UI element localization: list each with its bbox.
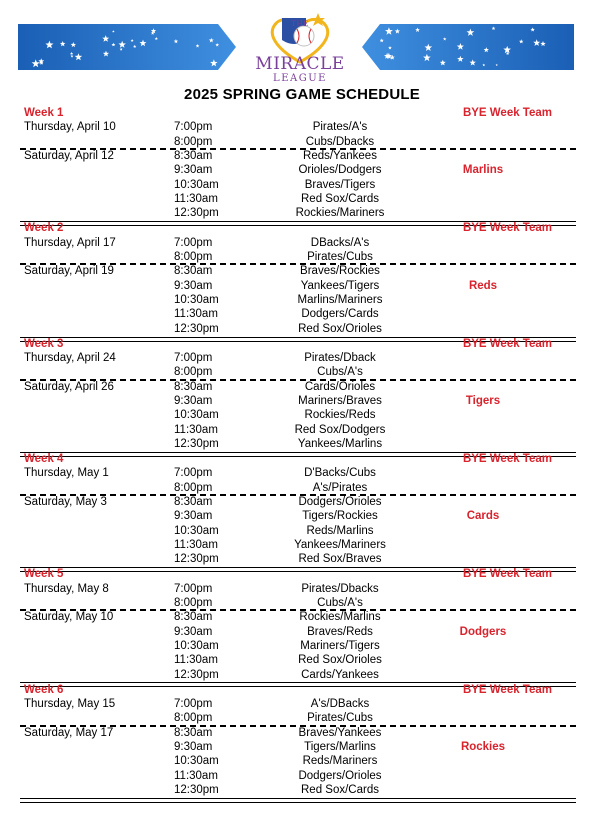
game-row xyxy=(20,495,576,509)
game-row xyxy=(20,192,576,206)
game-row xyxy=(20,726,576,740)
week-header-row xyxy=(20,337,576,351)
game-time: 8:30am xyxy=(174,726,213,739)
game-row xyxy=(20,279,576,293)
game-time: 7:00pm xyxy=(174,582,213,595)
game-matchup: Reds/Marlins xyxy=(306,524,374,537)
game-matchup: Red Sox/Braves xyxy=(298,553,382,566)
game-row xyxy=(20,697,576,711)
game-matchup: Braves/Reds xyxy=(307,625,373,638)
game-time: 9:30am xyxy=(174,625,213,638)
game-matchup: Red Sox/Orioles xyxy=(298,322,382,335)
game-row xyxy=(20,408,576,422)
game-row xyxy=(20,668,576,682)
stars-banner-left xyxy=(18,24,236,70)
game-time: 10:30am xyxy=(174,755,219,768)
game-row xyxy=(20,653,576,667)
game-matchup: Pirates/Cubs xyxy=(307,712,373,725)
page-title: 2025 SPRING GAME SCHEDULE xyxy=(184,86,420,103)
game-time: 7:00pm xyxy=(174,351,213,364)
game-row xyxy=(20,466,576,480)
week-separator xyxy=(20,798,576,803)
game-matchup: Red Sox/Orioles xyxy=(298,654,382,667)
game-matchup: Tigers/Marlins xyxy=(304,740,376,753)
game-time: 8:30am xyxy=(174,495,213,508)
game-matchup: Pirates/Cubs xyxy=(307,250,373,263)
game-time: 12:30pm xyxy=(174,668,219,681)
game-row xyxy=(20,307,576,321)
bye-week-team: Reds xyxy=(468,279,498,292)
week-label: Week 2 xyxy=(24,222,64,235)
game-time: 12:30pm xyxy=(174,783,219,796)
game-time: 7:00pm xyxy=(174,236,213,249)
game-row xyxy=(20,754,576,768)
game-day: Saturday, May 17 xyxy=(24,726,114,739)
game-matchup: Rockies/Marlins xyxy=(299,611,381,624)
week-header-row xyxy=(20,452,576,466)
game-row xyxy=(20,783,576,797)
game-matchup: A's/Pirates xyxy=(312,481,368,494)
game-day: Saturday, April 26 xyxy=(24,380,114,393)
bye-week-team: Marlins xyxy=(462,164,504,177)
week-block xyxy=(20,452,576,567)
game-matchup: Braves/Rockies xyxy=(300,265,380,278)
week-block xyxy=(20,221,576,336)
game-matchup: Orioles/Dodgers xyxy=(298,164,382,177)
game-matchup: Dodgers/Orioles xyxy=(298,495,382,508)
game-row xyxy=(20,293,576,307)
game-matchup: Dodgers/Cards xyxy=(301,308,379,321)
game-time: 10:30am xyxy=(174,294,219,307)
bye-week-label: BYE Week Team xyxy=(462,683,552,696)
game-day: Saturday, April 12 xyxy=(24,150,114,163)
week-block xyxy=(20,683,576,798)
game-time: 10:30am xyxy=(174,178,219,191)
game-time: 8:00pm xyxy=(174,481,213,494)
game-matchup: Pirates/A's xyxy=(312,121,368,134)
game-row xyxy=(20,437,576,451)
game-matchup: Cards/Orioles xyxy=(304,380,376,393)
game-day: Thursday, April 10 xyxy=(24,121,116,134)
game-row xyxy=(20,639,576,653)
game-matchup: Rockies/Mariners xyxy=(295,207,385,220)
game-time: 11:30am xyxy=(174,769,218,782)
bye-week-label: BYE Week Team xyxy=(462,568,552,581)
week-label: Week 5 xyxy=(24,568,64,581)
bye-week-team: Tigers xyxy=(465,394,501,407)
game-time: 8:00pm xyxy=(174,135,213,148)
game-time: 12:30pm xyxy=(174,207,219,220)
game-row xyxy=(20,582,576,596)
bye-week-label: BYE Week Team xyxy=(462,337,552,350)
game-time: 12:30pm xyxy=(174,322,219,335)
week-header-row xyxy=(20,683,576,697)
game-row xyxy=(20,149,576,163)
week-label: Week 1 xyxy=(24,107,64,119)
week-block xyxy=(20,337,576,452)
game-day: Thursday, May 1 xyxy=(24,467,109,480)
game-matchup: Marlins/Mariners xyxy=(297,294,383,307)
game-time: 8:00pm xyxy=(174,712,213,725)
game-matchup: Red Sox/Cards xyxy=(301,783,379,796)
game-row xyxy=(20,351,576,365)
miracle-league-logo xyxy=(240,10,360,88)
game-time: 11:30am xyxy=(174,654,218,667)
game-matchup: Red Sox/Dodgers xyxy=(294,423,386,436)
game-time: 7:00pm xyxy=(174,697,213,710)
game-row xyxy=(20,538,576,552)
game-matchup: Cubs/A's xyxy=(317,366,363,379)
game-time: 8:30am xyxy=(174,380,213,393)
week-header-row xyxy=(20,106,576,120)
game-time: 9:30am xyxy=(174,164,213,177)
game-matchup: Yankees/Mariners xyxy=(294,538,386,551)
bye-week-team: Dodgers xyxy=(459,625,507,638)
game-time: 10:30am xyxy=(174,409,219,422)
game-day: Thursday, May 8 xyxy=(24,582,109,595)
game-time: 11:30am xyxy=(174,193,218,206)
game-matchup: Pirates/Dback xyxy=(304,351,376,364)
game-time: 9:30am xyxy=(174,740,213,753)
game-matchup: Tigers/Rockies xyxy=(302,510,378,523)
game-row xyxy=(20,552,576,566)
game-matchup: Mariners/Tigers xyxy=(300,639,380,652)
game-day: Thursday, April 17 xyxy=(24,236,116,249)
game-matchup: DBacks/A's xyxy=(310,236,370,249)
game-row xyxy=(20,769,576,783)
game-matchup: Braves/Yankees xyxy=(298,726,382,739)
week-label: Week 4 xyxy=(24,452,64,465)
game-matchup: Cards/Yankees xyxy=(301,668,379,681)
game-day: Saturday, May 3 xyxy=(24,495,107,508)
game-matchup: Red Sox/Cards xyxy=(301,193,379,206)
game-row xyxy=(20,423,576,437)
game-row xyxy=(20,250,576,264)
game-matchup: Reds/Mariners xyxy=(302,755,378,768)
game-matchup: D'Backs/Cubs xyxy=(304,467,376,480)
bye-week-team: Rockies xyxy=(460,740,506,753)
week-label: Week 3 xyxy=(24,337,64,350)
week-block xyxy=(20,106,576,221)
game-time: 9:30am xyxy=(174,279,213,292)
game-time: 7:00pm xyxy=(174,121,213,134)
game-row xyxy=(20,178,576,192)
game-day: Saturday, May 10 xyxy=(24,611,114,624)
game-row xyxy=(20,236,576,250)
game-row xyxy=(20,120,576,134)
game-matchup: Cubs/A's xyxy=(317,596,363,609)
bye-week-team: Cards xyxy=(466,510,500,523)
game-row xyxy=(20,524,576,538)
game-time: 11:30am xyxy=(174,308,218,321)
week-header-row xyxy=(20,567,576,581)
game-day: Thursday, May 15 xyxy=(24,697,116,710)
game-matchup: Mariners/Braves xyxy=(298,394,382,407)
game-time: 8:30am xyxy=(174,150,213,163)
game-row xyxy=(20,264,576,278)
week-block xyxy=(20,567,576,682)
game-time: 9:30am xyxy=(174,510,213,523)
game-row xyxy=(20,380,576,394)
game-time: 8:30am xyxy=(174,265,213,278)
game-matchup: Dodgers/Orioles xyxy=(298,769,382,782)
game-time: 8:00pm xyxy=(174,250,213,263)
bye-week-label: BYE Week Team xyxy=(462,222,552,235)
game-time: 7:00pm xyxy=(174,467,213,480)
stars-banner-right xyxy=(362,24,574,70)
game-row xyxy=(20,711,576,725)
game-row xyxy=(20,322,576,336)
week-label: Week 6 xyxy=(24,683,64,696)
game-row xyxy=(20,394,576,408)
game-time: 8:30am xyxy=(174,611,213,624)
game-time: 12:30pm xyxy=(174,553,219,566)
game-time: 8:00pm xyxy=(174,596,213,609)
game-time: 8:00pm xyxy=(174,366,213,379)
game-row xyxy=(20,365,576,379)
game-row xyxy=(20,206,576,220)
game-row xyxy=(20,481,576,495)
game-row xyxy=(20,740,576,754)
game-row xyxy=(20,610,576,624)
game-matchup: Yankees/Tigers xyxy=(300,279,380,292)
game-time: 11:30am xyxy=(174,538,218,551)
game-time: 10:30am xyxy=(174,639,219,652)
game-matchup: Braves/Tigers xyxy=(304,178,376,191)
logo-league-text: LEAGUE xyxy=(273,73,327,84)
week-header-row xyxy=(20,221,576,235)
game-row xyxy=(20,509,576,523)
bye-week-label: BYE Week Team xyxy=(462,107,552,119)
logo-the-text: THE xyxy=(291,20,309,28)
game-matchup: Pirates/Dbacks xyxy=(301,582,379,595)
game-matchup: Yankees/Marlins xyxy=(297,438,383,451)
game-time: 11:30am xyxy=(174,423,218,436)
game-time: 10:30am xyxy=(174,524,219,537)
bye-week-label: BYE Week Team xyxy=(462,452,552,465)
game-day: Thursday, April 24 xyxy=(24,351,116,364)
game-row xyxy=(20,596,576,610)
game-matchup: Reds/Yankees xyxy=(303,150,377,163)
game-day: Saturday, April 19 xyxy=(24,265,114,278)
game-row xyxy=(20,163,576,177)
game-time: 9:30am xyxy=(174,394,213,407)
game-time: 12:30pm xyxy=(174,438,219,451)
game-matchup: Rockies/Reds xyxy=(304,409,376,422)
game-row xyxy=(20,625,576,639)
game-matchup: A's/DBacks xyxy=(310,697,370,710)
game-row xyxy=(20,135,576,149)
logo-miracle-text: MIRACLE xyxy=(255,54,345,74)
game-matchup: Cubs/Dbacks xyxy=(305,135,375,148)
